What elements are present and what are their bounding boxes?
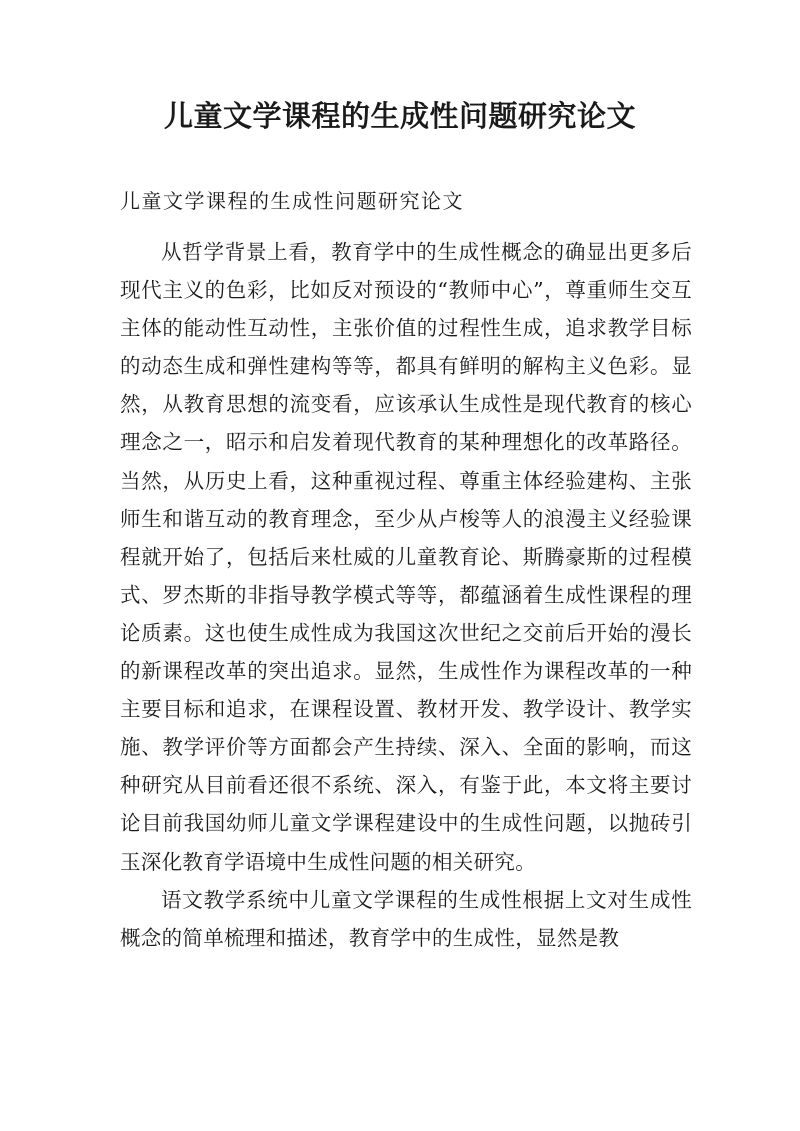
document-subtitle: 儿童文学课程的生成性问题研究论文 [120, 189, 464, 213]
body-paragraph-1: 从哲学背景上看，教育学中的生成性概念的确显出更多后现代主义的色彩，比如反对预设的“教师中心”，尊重师生交互主体的能动性互动性，主张价值的过程性生成，追求教学目标的动态生成和弹性建构等等，都具有鲜明的解构主义色彩。显然，从教育思想的流变看，应该承认生成性是现代教育的核心理念之一，昭示和启发着现代教育的某种理想化的改革路径。当然，从历史上看，这种重视过程、尊重主体经验建构、主张师生和谐互动的教育理念，至少从卢梭等人的浪漫主义经验课程就开始了，包括后来杜威的儿童教育论、斯腾豪斯的过程模式、罗杰斯的非指导教学模式等等，都蕴涵着生成性课程的理论质素。这也使生成性成为我国这次世纪之交前后开始的漫长的新课程改革的突出追求。显然，生成性作为课程改革的一种主要目标和追求，在课程设置、教材开发、教学设计、教学实施、教学评价等方面都会产生持续、深入、全面的影响，而这种研究从目前看还很不系统、深入，有鉴于此，本文将主要讨论目前我国幼师儿童文学课程建设中的生成性问题，以抛砖引玉深化教育学语境中生成性问题的相关研究。 [120, 240, 692, 874]
document-body [120, 233, 692, 957]
body-paragraph-2: 语文教学系统中儿童文学课程的生成性根据上文对生成性概念的简单梳理和描述，教育学中的生成性，显然是教 [120, 887, 692, 950]
document-title: 儿童文学课程的生成性问题研究论文 [163, 99, 636, 133]
